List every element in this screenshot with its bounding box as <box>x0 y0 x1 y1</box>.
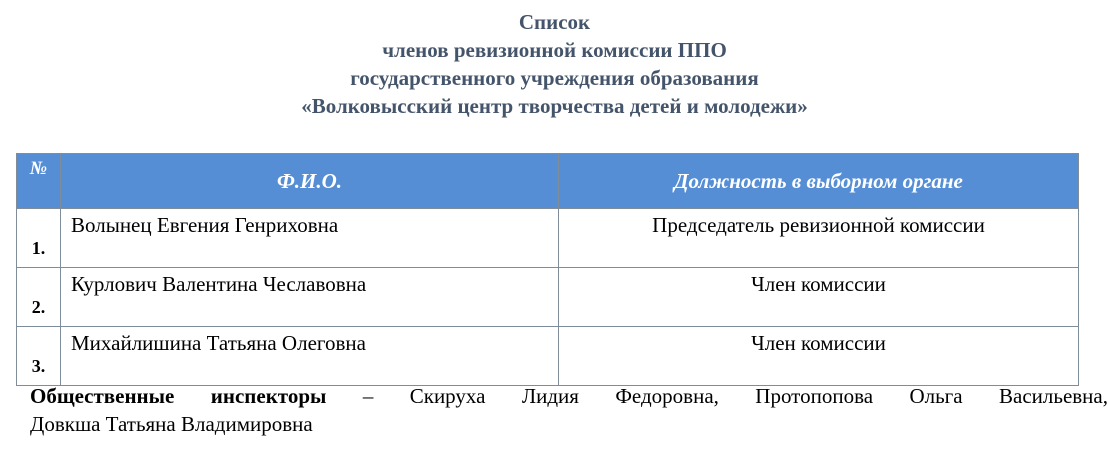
table-row <box>17 327 1079 386</box>
row-fio: Михайлишина Татьяна Олеговна <box>61 327 559 386</box>
document-title <box>0 8 1109 120</box>
table-row <box>17 209 1079 268</box>
table-header-row <box>17 154 1079 209</box>
row-position: Член комиссии <box>559 327 1079 386</box>
row-fio: Курлович Валентина Чеславовна <box>61 268 559 327</box>
inspectors-word: Скируха <box>409 384 486 408</box>
header-number: № <box>17 154 61 209</box>
title-line-1: Список <box>518 10 591 34</box>
inspectors-label-word-1: Общественные <box>30 384 175 408</box>
title-line-2: членов ревизионной комиссии ППО <box>382 38 727 62</box>
inspectors-word: – <box>362 384 374 408</box>
row-number: 3. <box>17 327 61 386</box>
inspectors-label-word-2: инспекторы <box>210 384 327 408</box>
header-fio: Ф.И.О. <box>61 154 559 209</box>
row-fio: Волынец Евгения Генриховна <box>61 209 559 268</box>
title-line-3: государственного учреждения образования <box>350 66 759 90</box>
inspectors-line-1 <box>30 382 1108 410</box>
inspectors-word: Федоровна, <box>615 384 719 408</box>
public-inspectors-paragraph <box>30 382 1108 438</box>
table-row <box>17 268 1079 327</box>
inspectors-word: Протопопова <box>755 384 874 408</box>
header-position: Должность в выборном органе <box>559 154 1079 209</box>
row-number: 2. <box>17 268 61 327</box>
members-table <box>16 153 1079 386</box>
inspectors-line-2: Довкша Татьяна Владимировна <box>30 412 313 436</box>
row-position: Председатель ревизионной комиссии <box>559 209 1079 268</box>
title-line-4: «Волковысский центр творчества детей и молодежи» <box>301 94 808 118</box>
inspectors-word: Ольга <box>909 384 963 408</box>
inspectors-word: Васильевна, <box>999 384 1108 408</box>
inspectors-word: Лидия <box>521 384 579 408</box>
row-position: Член комиссии <box>559 268 1079 327</box>
row-number: 1. <box>17 209 61 268</box>
